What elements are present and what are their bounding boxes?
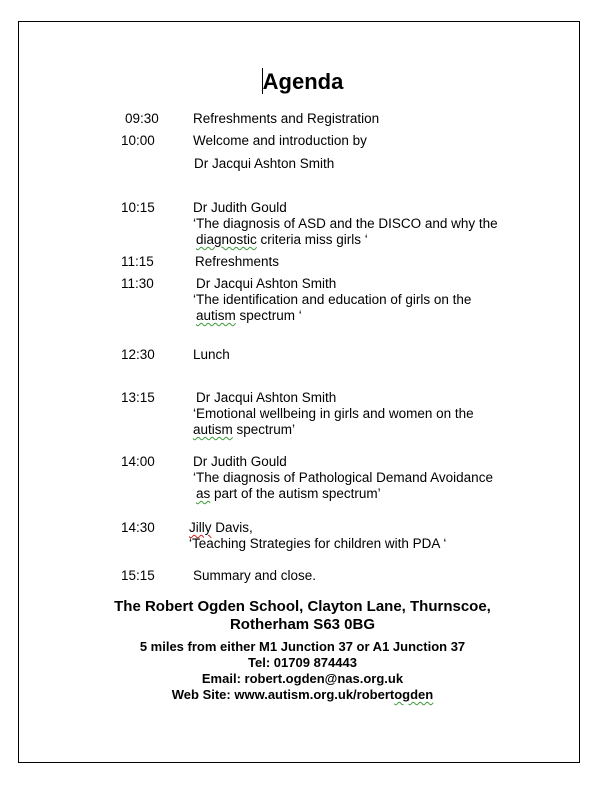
- agenda-talk-title: ‘The identification and education of girls on the: [193, 292, 472, 307]
- agenda-time: 15:15: [121, 568, 155, 583]
- agenda-title-text: Agenda: [262, 69, 344, 94]
- agenda-time: 10:15: [121, 200, 155, 215]
- agenda-talk-title-cont: [196, 486, 381, 502]
- email: Email: robert.ogden@nas.org.uk: [201, 671, 404, 686]
- agenda-item-text: Refreshments and Registration: [193, 111, 380, 126]
- agenda-talk-title: ‘Emotional wellbeing in girls and women on the: [193, 406, 474, 421]
- agenda-time: 12:30: [121, 347, 155, 362]
- agenda-time: 11:15: [121, 254, 154, 269]
- spellcheck-word: diagnostic: [196, 232, 257, 247]
- website-text: Web Site: www.autism.org.uk/robert: [171, 687, 395, 702]
- spellcheck-word: ogden: [394, 687, 434, 702]
- website: [0, 687, 605, 703]
- agenda-talk-title-cont: [196, 232, 368, 248]
- agenda-speaker: [189, 520, 253, 536]
- agenda-text: part of the autism spectrum’: [210, 486, 381, 501]
- spellcheck-word: as: [196, 486, 211, 501]
- spellcheck-word: autism: [196, 308, 236, 323]
- agenda-speaker: Dr Jacqui Ashton Smith: [194, 156, 335, 171]
- agenda-talk-title-cont: [193, 422, 295, 438]
- agenda-time: 09:30: [125, 111, 159, 126]
- agenda-time: 14:00: [121, 454, 155, 469]
- agenda-item-text: Refreshments: [195, 254, 280, 269]
- agenda-text: spectrum ‘: [235, 308, 302, 323]
- spellcheck-word: autism: [193, 422, 233, 437]
- agenda-text: criteria miss girls ‘: [256, 232, 368, 247]
- agenda-text: Davis,: [211, 520, 253, 535]
- agenda-item-text: Welcome and introduction by: [193, 133, 367, 148]
- agenda-talk-title: ‘The diagnosis of Pathological Demand Avoidance: [193, 470, 493, 485]
- agenda-item-text: Lunch: [193, 347, 230, 362]
- agenda-title: [0, 68, 605, 95]
- agenda-time: 10:00: [121, 133, 155, 148]
- agenda-item-text: Summary and close.: [193, 568, 317, 583]
- agenda-speaker: Dr Jacqui Ashton Smith: [196, 276, 337, 291]
- agenda-speaker: Dr Judith Gould: [193, 200, 287, 215]
- spellcheck-word: Jilly: [189, 520, 212, 535]
- agenda-talk-title-cont: [196, 308, 302, 324]
- agenda-talk-title: ‘The diagnosis of ASD and the DISCO and why the: [193, 216, 498, 231]
- agenda-time: 11:30: [121, 276, 154, 291]
- address-line-1: The Robert Ogden School, Clayton Lane, Thurnscoe,: [114, 598, 491, 615]
- directions: 5 miles from either M1 Junction 37 or A1 Junction 37: [139, 639, 466, 654]
- agenda-speaker: Dr Jacqui Ashton Smith: [196, 390, 337, 405]
- agenda-time: 14:30: [121, 520, 155, 535]
- agenda-text: spectrum’: [232, 422, 296, 437]
- telephone: Tel: 01709 874443: [248, 655, 357, 670]
- agenda-time: 13:15: [121, 390, 155, 405]
- agenda-talk-title: ‘Teaching Strategies for children with PDA ‘: [189, 536, 447, 551]
- agenda-speaker: Dr Judith Gould: [193, 454, 287, 469]
- address-line-2: Rotherham S63 0BG: [229, 616, 376, 633]
